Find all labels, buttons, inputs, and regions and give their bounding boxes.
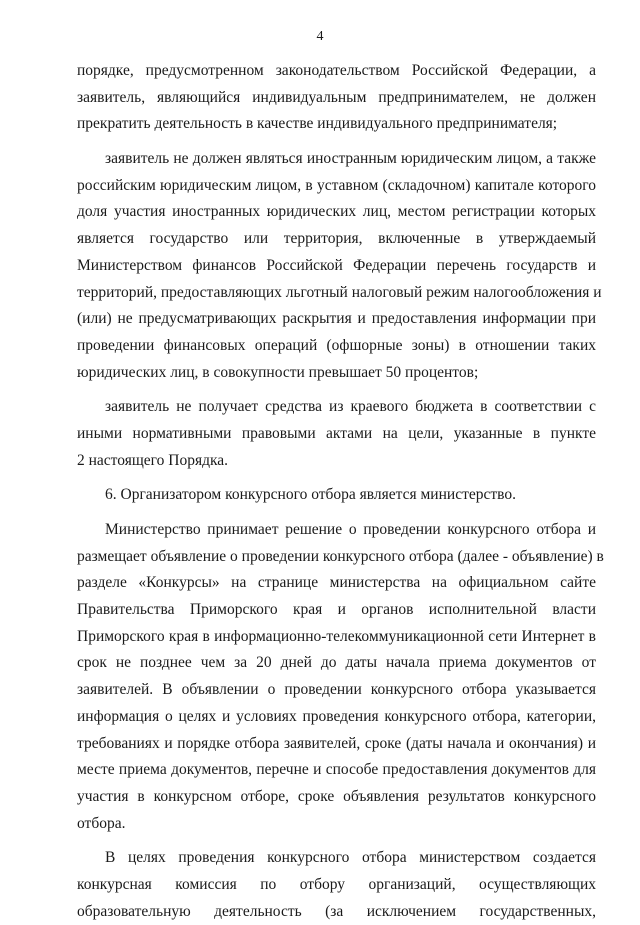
text-line: Министерство принимает решение о проведении конкурсного отбора и xyxy=(105,521,596,538)
paragraph-gap xyxy=(77,509,596,517)
text-line: информация о целях и условиях проведения конкурсного отбора, категории, xyxy=(77,707,596,725)
paragraph xyxy=(77,394,596,474)
document-body xyxy=(77,58,604,925)
text-line: доля участия иностранных юридических лиц, местом регистрации которых xyxy=(77,203,596,221)
paragraph xyxy=(77,58,596,138)
text-line: прекратить деятельность в качестве индивидуального предпринимателя; xyxy=(77,115,558,133)
paragraph-gap xyxy=(77,474,596,482)
paragraph-gap xyxy=(77,386,596,394)
text-line: Приморского края в информационно-телекоммуникационной сети Интернет в xyxy=(77,627,596,645)
text-line: В целях проведения конкурсного отбора министерством создается xyxy=(105,849,596,867)
text-line: требованиях и порядке отбора заявителей, сроке (даты начала и окончания) и xyxy=(77,734,596,752)
text-line: 6. Организатором конкурсного отбора является министерство. xyxy=(105,486,516,504)
text-line: территорий, предоставляющих льготный налоговый режим налогообложения и xyxy=(77,283,602,301)
paragraph xyxy=(77,517,604,837)
text-line: размещает объявление о проведении конкурсного отбора (далее - объявление) в xyxy=(77,547,604,565)
text-line: (или) не предусматривающих раскрытия и предоставления информации при xyxy=(77,310,596,328)
text-line: заявитель не получает средства из краевого бюджета в соответствии с xyxy=(105,398,596,416)
text-line: является государство или территория, включенные в утверждаемый xyxy=(77,230,596,248)
text-line: конкурсная комиссия по отбору организаций, осуществляющих xyxy=(77,875,596,893)
text-line: юридических лиц, в совокупности превышает 50 процентов; xyxy=(77,363,479,381)
text-line: порядке, предусмотренном законодательством Российской Федерации, а xyxy=(77,62,596,79)
text-line: участия в конкурсном отборе, сроке объявления результатов конкурсного xyxy=(77,787,596,805)
paragraph-gap xyxy=(77,837,596,845)
text-line: срок не позднее чем за 20 дней до даты начала приема документов от xyxy=(77,654,596,672)
paragraph-gap xyxy=(77,138,596,146)
text-line: образовательную деятельность (за исключением государственных, xyxy=(77,902,596,920)
text-line: разделе «Конкурсы» на странице министерства на официальном сайте xyxy=(77,574,596,592)
text-line: проведении финансовых операций (офшорные зоны) в отношении таких xyxy=(77,336,596,354)
text-line: 2 настоящего Порядка. xyxy=(77,451,229,469)
paragraph xyxy=(77,146,602,386)
text-line: иными нормативными правовыми актами на цели, указанные в пункте xyxy=(77,424,596,442)
text-line: заявитель не должен являться иностранным юридическим лицом, а также xyxy=(105,150,596,168)
text-line: месте приема документов, перечне и способе предоставления документов для xyxy=(77,761,596,779)
text-line: Министерством финансов Российской Федерации перечень государств и xyxy=(77,256,596,274)
text-line: Правительства Приморского края и органов исполнительной власти xyxy=(77,601,596,619)
paragraph xyxy=(77,845,596,925)
text-line: заявитель, являющийся индивидуальным предпринимателем, не должен xyxy=(77,88,596,106)
page-number: 4 xyxy=(316,29,324,44)
text-line: отбора. xyxy=(77,814,126,832)
text-line: заявителей. В объявлении о проведении конкурсного отбора указывается xyxy=(77,681,596,699)
paragraph xyxy=(77,482,596,509)
text-line: российским юридическим лицом, в уставном (складочном) капитале которого xyxy=(77,176,596,194)
